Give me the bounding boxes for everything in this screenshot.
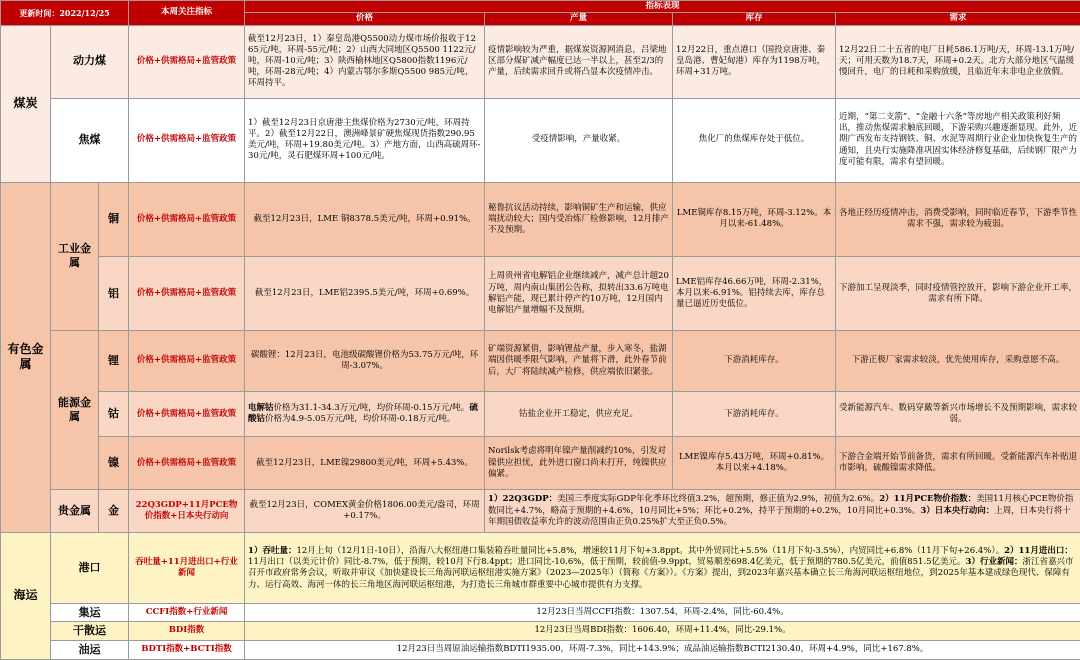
nonferrous-section-label: 有色金属 [1,182,51,533]
lithium-output: 矿端资源紧俏，影响锂盐产量，步入寒冬，盐湖端因供暖季限气影响，产量将下滑，此外春节前后，大厂将陆续减产检修，供应端依旧紧张。 [485,331,673,392]
nickel-inventory: LME镍库存5.43万吨，环周+0.81%。本月以来+4.18%。 [673,437,836,490]
port-label: 港口 [51,533,129,604]
row-port [1,533,1080,604]
coking-coal-price: 1）截至12月23日京唐港主焦煤价格为2730元/吨，环周持平。2）截至12月22日，澳洲峰景矿硬焦煤现货指数290.95美元/吨，环周+19.80美元/吨。3）产地方面，山西高硫周环-30元/吨，灵石肥煤环周+100元/吨。 [245,98,485,182]
nickel-price: 截至12月23日，LME镍29800美元/吨，环周+5.43%。 [245,437,485,490]
output-column-header: 产量 [485,13,673,25]
cobalt-inventory: 下游消耗库存。 [673,391,836,437]
row-power-coal [1,25,1080,98]
tanker-label: 油运 [51,640,129,659]
power-coal-output: 疫情影响较为严重，据煤炭资源网消息，吕梁地区部分煤矿减产幅度已达一半以上，甚至2/3的产量，后续需求回升或将凸显本次疫情冲击。 [485,25,673,98]
container-focus: CCFI指数+行业新闻 [129,604,245,622]
coking-coal-label: 焦煤 [51,98,129,182]
row-coking-coal [1,98,1080,182]
gold-gdp-heading: 1）22Q3GDP： [488,494,558,505]
gold-label: 金 [99,489,129,532]
power-coal-price: 截至12月23日，1）秦皇岛港Q5500动力煤市场价报收于1265元/吨，环周-55元/吨；2）山西大同地区Q5500 1122元/吨，环周-10元/吨；3）陕西榆林地区Q5800指数1196元/吨，环周-28元/吨；4）内蒙古鄂尔多斯Q5500 985元/吨，环周持平。 [245,25,485,98]
focus-column-header: 本周关注指标 [129,1,245,26]
power-coal-inventory: 12月22日，重点港口（国投京唐港、秦皇岛港、曹妃甸港）库存为1198万吨，环周+31万吨。 [673,25,836,98]
row-lithium [1,331,1080,392]
lithium-demand: 下游正极厂家需求较淡，优先使用库存，采购意愿不高。 [836,331,1080,392]
coking-coal-output: 受疫情影响，产量收紧。 [485,98,673,182]
port-detail [245,533,1080,604]
lithium-price: 碳酸锂：12月23日，电池级碳酸锂价格为53.75万元/吨，环周-3.07%。 [245,331,485,392]
electrolytic-cobalt-label: 电解钴 [248,402,274,413]
row-copper [1,182,1080,257]
cobalt-focus: 价格+供需格局+监管政策 [129,391,245,437]
copper-label: 铜 [99,182,129,257]
gold-detail [485,489,1080,532]
price-column-header: 价格 [245,13,485,25]
electrolytic-cobalt-text: 价格为31.1-34.3万元/吨，均价环周-0.15万元/吨。 [273,402,470,413]
row-nickel [1,437,1080,490]
row-tanker [1,640,1080,659]
nickel-demand: 下游合金端开始节前备货，需求有所回暖。受新能源汽车补贴退市影响，硫酸镍需求降低。 [836,437,1080,490]
aluminum-inventory: LME铝库存46.66万吨，环周-2.31%，本月以来-6.91%。铝持续去库，库存总量已逼近历史低位。 [673,257,836,331]
row-gold [1,489,1080,532]
cobalt-sulfate-label: 硫酸钴 [248,402,478,425]
port-news-text: 浙江省嘉兴市召开市政府常务会议，听取并审议《加快建设长三角海河联运枢纽港实施方案》（2023—2025年）（简称《方案》）。《方案》提出，到2023年嘉兴基本确立长三角海河联运枢纽地位，到2025年基本建成绿色现代、保障有力、运行高效、海河一体的长三角地区海河联运枢纽港，为打造长三角城市群重要中心城市提供有力支撑。 [248,557,1074,590]
port-trade-heading: 2）11月进出口： [1004,545,1073,556]
gold-pce-text: 美国11月核心PCE物价指数同比+4.7%，略高于预期的+4.6%，10月同比+5%；环比+0.2%，持平于预期的+0.2%，10月同比+0.3%。 [488,494,1074,516]
copper-inventory: LME铜库存8.15万吨，环周-3.12%。本月以来-61.48%。 [673,182,836,257]
shipping-section-label: 海运 [1,533,51,660]
coking-coal-demand: 近期，“第二支箭”、“金融十六条”等房地产相关政策利好频出，推动焦煤需求触底回暖，下游采购兴趣逐渐显现。此外，近期广西发布支持钢铁、铜、水泥等周期行业企业加快恢复生产的通知，且央行实施降准巩固实体经济修复基础，后续钢厂限产力度可能有限，需求有望回暖。 [836,98,1080,182]
aluminum-price: 截至12月23日，LME铝2395.5美元/吨，环周+0.69%。 [245,257,485,331]
cobalt-sulfate-text: 价格为4.9-5.05万元/吨，均价环周-0.18万元/吨。 [265,414,456,425]
lithium-inventory: 下游消耗库存。 [673,331,836,392]
lithium-label: 锂 [99,331,129,392]
container-label: 集运 [51,604,129,622]
row-aluminum [1,257,1080,331]
gold-boj-text: 上周，日本央行将十年期国债收益率允许的波动范围由正负0.25%扩大至正负0.5%。 [488,505,1071,527]
nickel-output: Norilsk考虑将明年镍产量削减约10%，引发对镍供应担忧，此外进口窗口尚未打开，纯镍供应偏紧。 [485,437,673,490]
row-container [1,604,1080,622]
gold-gdp-text: 美国三季度实际GDP年化季环比终值3.2%，超预期，修正值为2.9%，初值为2.6%。 [557,494,880,505]
power-coal-demand: 12月22日二十五省的电厂日耗586.1万吨/天，环周-13.1万吨/天；可用天数为18.7天，环周+0.2天。北方大部分地区气温缓慢回升，电厂的日耗和采购放缓，且临近年末非电企业放假。 [836,25,1080,98]
port-throughput-text: 12月上旬（12月1日-10日），沿海八大枢纽港口集装箱吞吐量同比+5.8%，增速较11月下旬+3.8ppt。其中外贸同比+5.5%（11月下旬-3.5%），内贸同比+6.8%（11月下旬+26.4%）。 [296,545,1005,556]
cobalt-price [245,391,485,437]
gold-boj-heading: 3）日本央行动向： [920,505,995,516]
container-text: 12月23日当周CCFI指数：1307.54，环周-2.4%，同比-60.4%。 [245,604,1080,622]
inventory-column-header: 库存 [673,13,836,25]
aluminum-demand: 下游加工呈现淡季，同时疫情管控放开，影响下游企业开工率，需求有所下降。 [836,257,1080,331]
coking-coal-inventory: 焦化厂的焦煤库存处于低位。 [673,98,836,182]
gold-focus: 22Q3GDP+11月PCE物价指数+日本央行动向 [129,489,245,532]
cobalt-demand: 受新能源汽车、数码穿戴等新兴市场增长不及预期影响，需求较弱。 [836,391,1080,437]
update-time: 更新时间：2022/12/25 [1,1,129,26]
nickel-label: 镍 [99,437,129,490]
row-bulk [1,622,1080,640]
performance-header: 指标表现 [245,1,1080,13]
gold-price: 截至12月23日，COMEX黄金价格1806.00美元/盎司，环周+0.17%。 [245,489,485,532]
lithium-focus: 价格+供需格局+监管政策 [129,331,245,392]
cobalt-output: 钴盐企业开工稳定，供应充足。 [485,391,673,437]
port-focus: 吞吐量+11月进出口+行业新闻 [129,533,245,604]
energy-metals-label: 能源金属 [51,331,99,490]
cobalt-label: 钴 [99,391,129,437]
aluminum-focus: 价格+供需格局+监管政策 [129,257,245,331]
copper-demand: 各地正经历疫情冲击，消费受影响，同时临近春节，下游季节性需求不强，需求较为疲弱。 [836,182,1080,257]
gold-pce-heading: 2）11月PCE物价指数： [879,494,977,505]
industrial-metals-label: 工业金属 [51,182,99,331]
coking-coal-focus: 价格+供需格局+监管政策 [129,98,245,182]
copper-price: 截至12月23日，LME 铜8378.5美元/吨，环周+0.91%。 [245,182,485,257]
port-news-heading: 3）行业新闻： [965,557,1023,568]
bulk-label: 干散运 [51,622,129,640]
bulk-text: 12月23日当周BDI指数：1606.40，环周+11.4%，同比-29.1%。 [245,622,1080,640]
bulk-focus: BDI指数 [129,622,245,640]
row-cobalt [1,391,1080,437]
demand-column-header: 需求 [836,13,1080,25]
copper-output: 秘鲁抗议活动持续，影响铜矿生产和运输，供应端扰动较大；国内受冶炼厂检修影响，12月排产不及预期。 [485,182,673,257]
port-trade-text: 11月出口（以美元计价）同比-8.7%，低于预期，较10月下行8.4ppt；进口同比-10.6%，低于预期，较前值-9.9ppt，贸易顺差698.4亿美元，低于预期的780.5亿美元，前值851.5亿美元。 [248,557,966,568]
aluminum-label: 铝 [99,257,129,331]
tanker-focus: BDTI指数+BCTI指数 [129,640,245,659]
power-coal-label: 动力煤 [51,25,129,98]
coal-section-label: 煤炭 [1,25,51,182]
tanker-text: 12月23日当周原油运输指数BDTI1935.00，环周-7.3%，同比+143.9%；成品油运输指数BCTI2130.40，环周+4.9%，同比+167.8%。 [245,640,1080,659]
power-coal-focus: 价格+供需格局+监管政策 [129,25,245,98]
copper-focus: 价格+供需格局+监管政策 [129,182,245,257]
aluminum-output: 上周贵州省电解铝企业继续减产，减产总计超20万吨，周内南山集团公告称，拟转出33.6万吨电解铝产能，现已累计停产约10万吨，12月国内电解铝产量增幅不及预期。 [485,257,673,331]
port-throughput-heading: 1）吞吐量： [248,545,297,556]
nickel-focus: 价格+供需格局+监管政策 [129,437,245,490]
precious-metals-label: 贵金属 [51,489,99,532]
